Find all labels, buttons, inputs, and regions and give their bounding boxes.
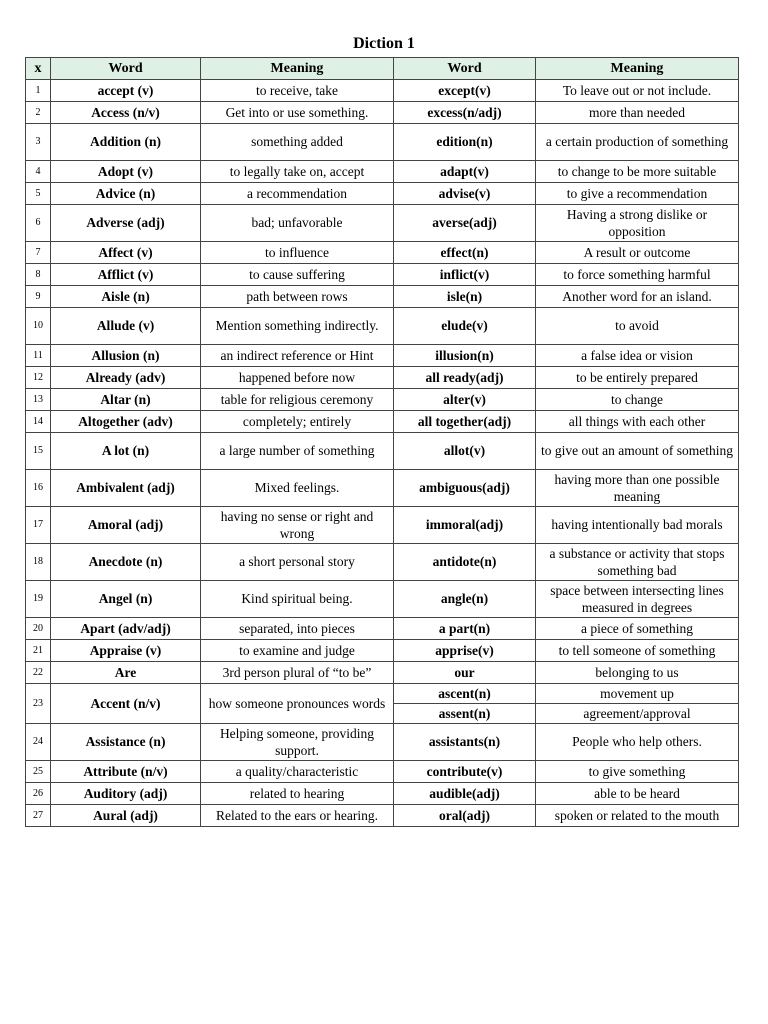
row-number: 18	[26, 544, 51, 581]
table-row	[26, 618, 739, 640]
row-number: 27	[26, 805, 51, 827]
table-row	[26, 507, 739, 544]
table-row	[26, 805, 739, 827]
meaning-cell-2: having more than one possible meaning	[536, 470, 739, 507]
row-number: 20	[26, 618, 51, 640]
meaning-cell: Mixed feelings.	[201, 470, 394, 507]
row-number: 24	[26, 724, 51, 761]
meaning-cell: a quality/characteristic	[201, 761, 394, 783]
meaning-cell-2: to give out an amount of something	[536, 433, 739, 470]
meaning-cell-2: movement up	[536, 684, 739, 704]
row-number: 9	[26, 286, 51, 308]
meaning-cell-2: to force something harmful	[536, 264, 739, 286]
meaning-cell: Get into or use something.	[201, 102, 394, 124]
row-number: 16	[26, 470, 51, 507]
meaning-cell: to legally take on, accept	[201, 161, 394, 183]
meaning-cell-2: able to be heard	[536, 783, 739, 805]
word-cell-2: contribute(v)	[394, 761, 536, 783]
row-number: 3	[26, 124, 51, 161]
row-number: 5	[26, 183, 51, 205]
header-index: x	[26, 58, 51, 80]
word-cell: Appraise (v)	[51, 640, 201, 662]
row-number: 25	[26, 761, 51, 783]
word-cell: Are	[51, 662, 201, 684]
meaning-cell: happened before now	[201, 367, 394, 389]
header-word-2: Word	[394, 58, 536, 80]
table-row	[26, 183, 739, 205]
meaning-cell-2: a substance or activity that stops something bad	[536, 544, 739, 581]
word-cell-2: adapt(v)	[394, 161, 536, 183]
table-row	[26, 640, 739, 662]
table-row	[26, 205, 739, 242]
meaning-cell: a large number of something	[201, 433, 394, 470]
header-word: Word	[51, 58, 201, 80]
meaning-cell: something added	[201, 124, 394, 161]
word-cell-2: apprise(v)	[394, 640, 536, 662]
meaning-cell: to cause suffering	[201, 264, 394, 286]
meaning-cell: a recommendation	[201, 183, 394, 205]
word-cell-2: effect(n)	[394, 242, 536, 264]
meaning-cell-2: agreement/approval	[536, 704, 739, 724]
row-number: 15	[26, 433, 51, 470]
row-number: 2	[26, 102, 51, 124]
meaning-cell-2: spoken or related to the mouth	[536, 805, 739, 827]
meaning-cell-2: all things with each other	[536, 411, 739, 433]
meaning-cell-2: a false idea or vision	[536, 345, 739, 367]
header-meaning-2: Meaning	[536, 58, 739, 80]
row-number: 4	[26, 161, 51, 183]
meaning-cell-2: space between intersecting lines measured in degrees	[536, 581, 739, 618]
word-cell: Afflict (v)	[51, 264, 201, 286]
table-row	[26, 544, 739, 581]
word-cell-2: excess(n/adj)	[394, 102, 536, 124]
word-cell-2: immoral(adj)	[394, 507, 536, 544]
meaning-cell: to examine and judge	[201, 640, 394, 662]
meaning-cell: Kind spiritual being.	[201, 581, 394, 618]
meaning-cell: having no sense or right and wrong	[201, 507, 394, 544]
row-number: 10	[26, 308, 51, 345]
word-cell: Altogether (adv)	[51, 411, 201, 433]
word-cell-2: all together(adj)	[394, 411, 536, 433]
word-cell: Affect (v)	[51, 242, 201, 264]
meaning-cell-2: to avoid	[536, 308, 739, 345]
meaning-cell-2: to give something	[536, 761, 739, 783]
word-cell: Accent (n/v)	[51, 684, 201, 724]
meaning-cell: how someone pronounces words	[201, 684, 394, 724]
word-cell-2: ambiguous(adj)	[394, 470, 536, 507]
table-row	[26, 470, 739, 507]
table-row	[26, 124, 739, 161]
table-row	[26, 433, 739, 470]
diction-table	[25, 57, 739, 827]
meaning-cell: path between rows	[201, 286, 394, 308]
word-cell: Assistance (n)	[51, 724, 201, 761]
table-row	[26, 684, 739, 704]
table-row	[26, 264, 739, 286]
word-cell: Already (adv)	[51, 367, 201, 389]
word-cell-2: audible(adj)	[394, 783, 536, 805]
word-cell: Access (n/v)	[51, 102, 201, 124]
meaning-cell: Mention something indirectly.	[201, 308, 394, 345]
table-row	[26, 783, 739, 805]
row-number: 26	[26, 783, 51, 805]
meaning-cell: Helping someone, providing support.	[201, 724, 394, 761]
table-row	[26, 581, 739, 618]
word-cell: Allude (v)	[51, 308, 201, 345]
meaning-cell: to receive, take	[201, 80, 394, 102]
word-cell: Adopt (v)	[51, 161, 201, 183]
word-cell: Advice (n)	[51, 183, 201, 205]
word-cell-2: inflict(v)	[394, 264, 536, 286]
word-cell: Altar (n)	[51, 389, 201, 411]
meaning-cell: Related to the ears or hearing.	[201, 805, 394, 827]
word-cell: Auditory (adj)	[51, 783, 201, 805]
word-cell: Adverse (adj)	[51, 205, 201, 242]
row-number: 21	[26, 640, 51, 662]
row-number: 23	[26, 684, 51, 724]
word-cell: Anecdote (n)	[51, 544, 201, 581]
meaning-cell-2: a piece of something	[536, 618, 739, 640]
word-cell: Addition (n)	[51, 124, 201, 161]
table-row	[26, 411, 739, 433]
word-cell-2: antidote(n)	[394, 544, 536, 581]
word-cell: Attribute (n/v)	[51, 761, 201, 783]
meaning-cell: completely; entirely	[201, 411, 394, 433]
word-cell: A lot (n)	[51, 433, 201, 470]
row-number: 6	[26, 205, 51, 242]
meaning-cell-2: to change	[536, 389, 739, 411]
row-number: 12	[26, 367, 51, 389]
row-number: 19	[26, 581, 51, 618]
word-cell: Apart (adv/adj)	[51, 618, 201, 640]
meaning-cell-2: to tell someone of something	[536, 640, 739, 662]
table-row	[26, 286, 739, 308]
word-cell-2: averse(adj)	[394, 205, 536, 242]
table-row	[26, 662, 739, 684]
meaning-cell: an indirect reference or Hint	[201, 345, 394, 367]
table-row	[26, 102, 739, 124]
page-title: Diction 1	[353, 35, 415, 52]
row-number: 13	[26, 389, 51, 411]
meaning-cell: to influence	[201, 242, 394, 264]
meaning-cell-2: having intentionally bad morals	[536, 507, 739, 544]
meaning-cell-2: People who help others.	[536, 724, 739, 761]
meaning-cell: bad; unfavorable	[201, 205, 394, 242]
word-cell-2: except(v)	[394, 80, 536, 102]
row-number: 11	[26, 345, 51, 367]
meaning-cell: table for religious ceremony	[201, 389, 394, 411]
word-cell-2: elude(v)	[394, 308, 536, 345]
word-cell-2: ascent(n)	[394, 684, 536, 704]
table-body	[26, 80, 739, 827]
word-cell-2: alter(v)	[394, 389, 536, 411]
table-row	[26, 345, 739, 367]
word-cell: Aural (adj)	[51, 805, 201, 827]
meaning-cell: separated, into pieces	[201, 618, 394, 640]
word-cell-2: edition(n)	[394, 124, 536, 161]
word-cell-2: illusion(n)	[394, 345, 536, 367]
header-meaning: Meaning	[201, 58, 394, 80]
meaning-cell-2: to be entirely prepared	[536, 367, 739, 389]
table-row	[26, 308, 739, 345]
word-cell-2: oral(adj)	[394, 805, 536, 827]
table-row	[26, 80, 739, 102]
word-cell: accept (v)	[51, 80, 201, 102]
table-row	[26, 161, 739, 183]
word-cell-2: angle(n)	[394, 581, 536, 618]
word-cell-2: assistants(n)	[394, 724, 536, 761]
meaning-cell: 3rd person plural of “to be”	[201, 662, 394, 684]
row-number: 7	[26, 242, 51, 264]
row-number: 17	[26, 507, 51, 544]
word-cell: Amoral (adj)	[51, 507, 201, 544]
meaning-cell: related to hearing	[201, 783, 394, 805]
table-row	[26, 389, 739, 411]
meaning-cell-2: Another word for an island.	[536, 286, 739, 308]
row-number: 1	[26, 80, 51, 102]
meaning-cell-2: belonging to us	[536, 662, 739, 684]
word-cell-2: all ready(adj)	[394, 367, 536, 389]
row-number: 14	[26, 411, 51, 433]
word-cell: Ambivalent (adj)	[51, 470, 201, 507]
word-cell-2: our	[394, 662, 536, 684]
row-number: 8	[26, 264, 51, 286]
meaning-cell-2: a certain production of something	[536, 124, 739, 161]
word-cell: Aisle (n)	[51, 286, 201, 308]
table-row	[26, 724, 739, 761]
word-cell-2: advise(v)	[394, 183, 536, 205]
table-row	[26, 367, 739, 389]
word-cell-2: a part(n)	[394, 618, 536, 640]
word-cell-2: allot(v)	[394, 433, 536, 470]
meaning-cell-2: more than needed	[536, 102, 739, 124]
table-row	[26, 242, 739, 264]
meaning-cell-2: to give a recommendation	[536, 183, 739, 205]
row-number: 22	[26, 662, 51, 684]
meaning-cell-2: A result or outcome	[536, 242, 739, 264]
meaning-cell: a short personal story	[201, 544, 394, 581]
header-row	[26, 58, 739, 80]
word-cell: Allusion (n)	[51, 345, 201, 367]
meaning-cell-2: to change to be more suitable	[536, 161, 739, 183]
table-row	[26, 761, 739, 783]
word-cell-2: isle(n)	[394, 286, 536, 308]
word-cell: Angel (n)	[51, 581, 201, 618]
meaning-cell-2: To leave out or not include.	[536, 80, 739, 102]
word-cell-2: assent(n)	[394, 704, 536, 724]
meaning-cell-2: Having a strong dislike or opposition	[536, 205, 739, 242]
